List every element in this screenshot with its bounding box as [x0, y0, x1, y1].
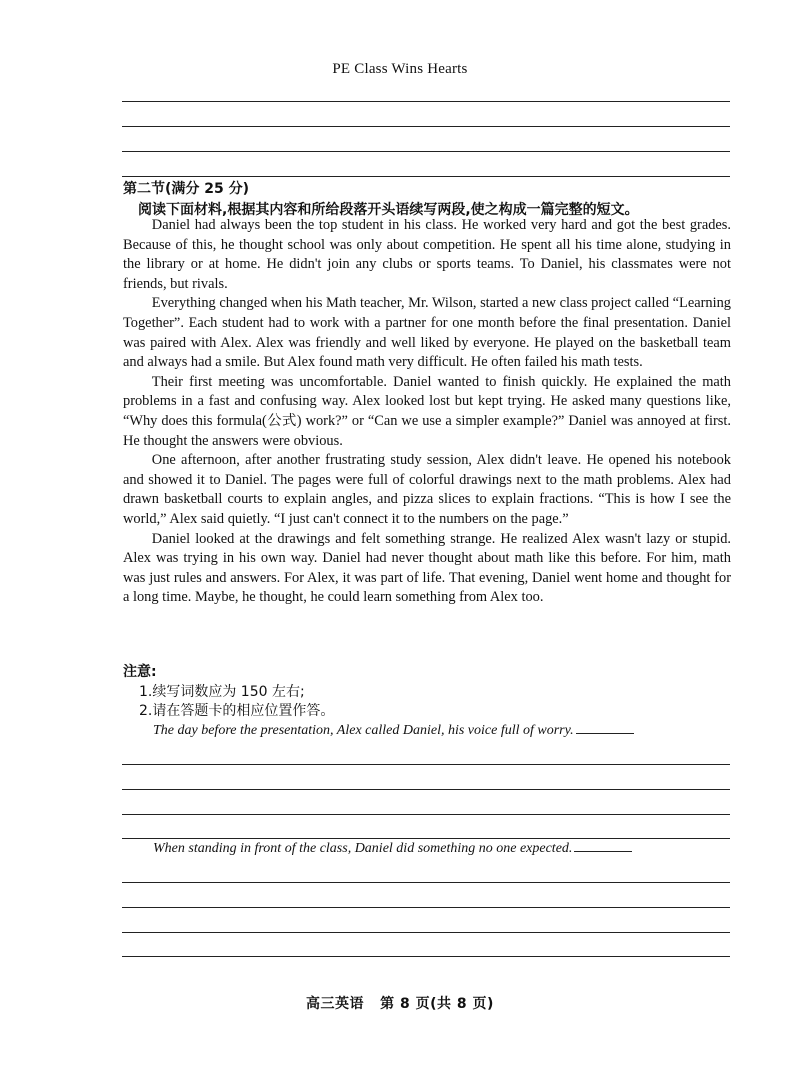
- answer-line: [122, 882, 730, 883]
- answer-line: [122, 789, 730, 790]
- previous-writing-title: PE Class Wins Hearts: [332, 61, 468, 77]
- reading-passage: [123, 216, 731, 608]
- answer-line: [122, 176, 730, 177]
- note-item: 2.请在答题卡的相应位置作答。: [139, 703, 335, 719]
- passage-paragraph: Their first meeting was uncomfortable. Daniel wanted to finish quickly. He explained the math problems in a fast and confusing way. Alex looked lost but kept trying. He asked many questions like, “Why does this formula(公式) work?” or “Can we use a simpler example?” Daniel was annoyed at first. He thought the answers were obvious.: [123, 373, 731, 449]
- notes-title: 注意:: [123, 664, 157, 680]
- answer-line: [122, 101, 730, 102]
- passage-paragraph: One afternoon, after another frustrating study session, Alex didn't leave. He opened his notebook and showed it to Daniel. The pages were full of colorful drawings next to the math problems. Alex had drawn basketball courts to explain angles, and pizza slices to explain fractions. “This is how I see the world,” Alex said quietly. “I just can't connect it to the numbers on the page.”: [123, 452, 731, 527]
- page-footer: 高三英语 第 8 页(共 8 页): [306, 996, 494, 1012]
- answer-line: [122, 814, 730, 815]
- answer-line: [122, 932, 730, 933]
- notes-block: [123, 663, 334, 722]
- answer-line: [122, 956, 730, 957]
- passage-paragraph: Daniel had always been the top student in his class. He worked very hard and got the best grades. Because of this, he thought school was only about competition. He spent all his time alone, studying in the library or at home. He didn't join any clubs or sports teams. To Daniel, his classmates were not friends, but rivals.: [123, 217, 731, 292]
- answer-line: [122, 151, 730, 152]
- section-heading: 第二节(满分 25 分): [123, 181, 250, 197]
- answer-line: [122, 907, 730, 908]
- first-paragraph-prompt: [153, 723, 634, 739]
- prompt-blank: [574, 851, 632, 852]
- answer-line: [122, 764, 730, 765]
- section-instruction: 阅读下面材料,根据其内容和所给段落开头语续写两段,使之构成一篇完整的短文。: [138, 202, 639, 218]
- second-paragraph-prompt: [153, 841, 632, 857]
- answer-line: [122, 838, 730, 839]
- prompt-text: When standing in front of the class, Daniel did something no one expected.: [153, 841, 573, 856]
- passage-paragraph: Daniel looked at the drawings and felt something strange. He realized Alex wasn't lazy or stupid. Alex was trying in his own way. Daniel had never thought about math like this before. For him, math was just rules and answers. For Alex, it was part of life. That evening, Daniel went home and thought for a long time. Maybe, he thought, he could learn something from Alex too.: [123, 530, 731, 606]
- note-item: 1.续写词数应为 150 左右;: [139, 683, 305, 700]
- prompt-text: The day before the presentation, Alex called Daniel, his voice full of worry.: [153, 723, 574, 738]
- answer-line: [122, 126, 730, 127]
- prompt-blank: [576, 733, 634, 734]
- passage-paragraph: Everything changed when his Math teacher, Mr. Wilson, started a new class project called “Learning Together”. Each student had to work with a partner for one month before the final presentation. Daniel was paired with Alex. Alex was friendly and well liked by everyone. He played on the basketball team and always had a smile. But Alex found math very difficult. He often failed his math tests.: [123, 295, 731, 371]
